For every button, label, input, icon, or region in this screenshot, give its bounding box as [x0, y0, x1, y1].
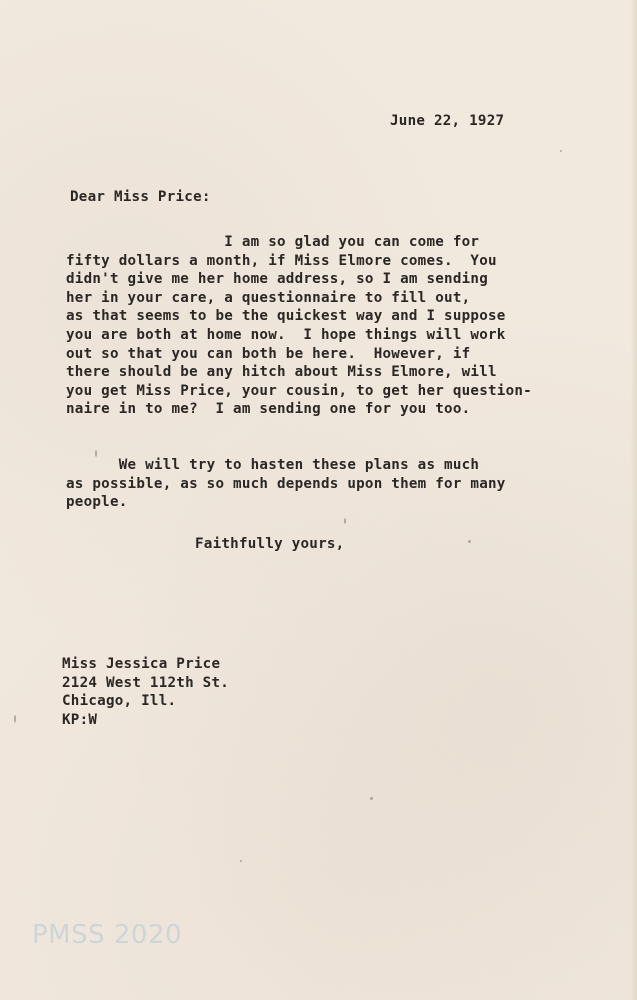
letter-body-paragraph-2: We will try to hasten these plans as much as possible, as so much depends upon them for many people.: [66, 457, 506, 511]
paper-speck: [95, 450, 97, 457]
paper-speck: [14, 715, 16, 723]
paper-edge-shadow: [631, 0, 637, 1000]
letter-body-paragraph-1: I am so glad you can come for fifty dollars a month, if Miss Elmore comes. You didn't give me her home address, so I am sending her in your care, a questionnaire to fill out, as that seems to be the quickest way and I suppose you are both at home now. I hope things will work out so that you can both be here. However, if there should be any hitch about Miss Elmore, will you get Miss Price, your cousin, to get her question- naire in to me? I am sending one for you too.: [66, 234, 532, 418]
recipient-address-block: Miss Jessica Price 2124 West 112th St. Chicago, Ill. KP:W: [62, 656, 230, 728]
paper-speck: [560, 150, 562, 152]
letter-closing: Faithfully yours,: [195, 536, 345, 552]
archive-watermark: PMSS 2020: [32, 920, 183, 950]
letter-date: June 22, 1927: [390, 113, 505, 129]
paper-speck: [468, 540, 471, 543]
paper-speck: [240, 860, 242, 862]
paper-speck: [344, 518, 346, 524]
paper-speck: [370, 797, 373, 800]
letter-salutation: Dear Miss Price:: [70, 189, 211, 205]
